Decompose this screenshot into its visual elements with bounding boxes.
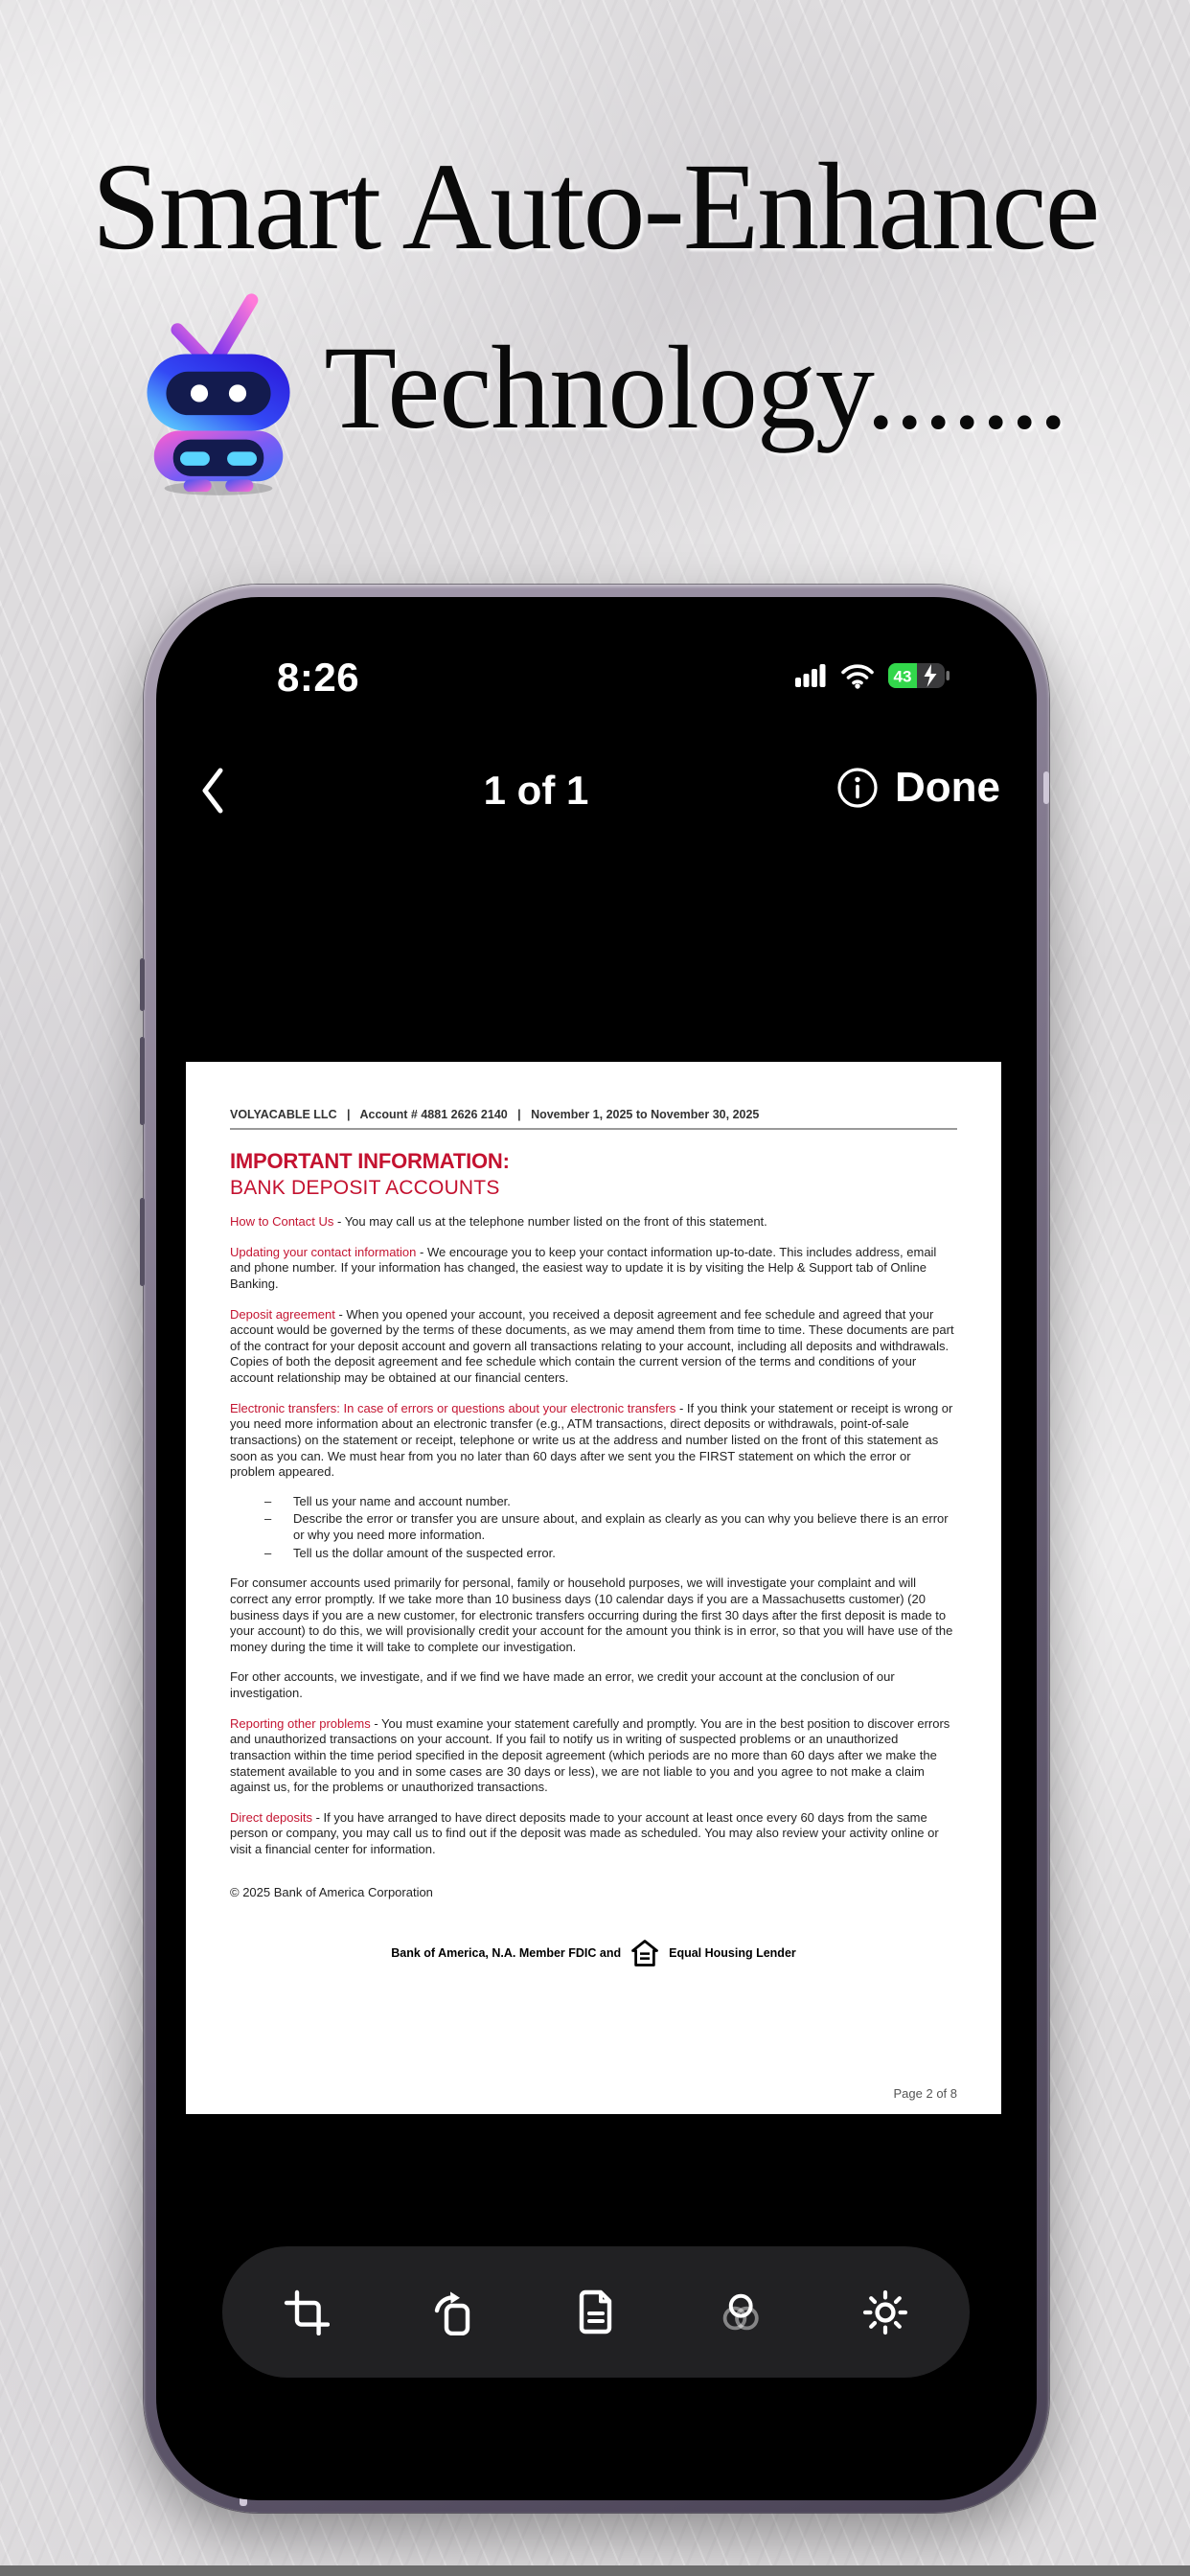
page-number-label: Page 2 of 8 (893, 2086, 957, 2101)
brightness-button[interactable] (860, 2288, 910, 2337)
clock-time: 8:26 (277, 655, 360, 700)
page-counter-title: 1 of 1 (483, 768, 589, 813)
hero-section (0, 138, 1190, 495)
section-how-to-contact (230, 1214, 957, 1230)
equal-housing-lender-icon (630, 1940, 659, 1966)
section-body: - If you have arranged to have direct deposits made to your account at least once every 60 days from the same person or company, you may call us to find out if the deposit was made as scheduled. You may also review your activity online or visit a financial center for information. (230, 1809, 939, 1856)
info-icon[interactable] (835, 766, 880, 810)
volume-down-button (140, 1198, 145, 1286)
brightness-icon (862, 2289, 908, 2335)
rotate-button[interactable] (426, 2288, 476, 2337)
filters-button[interactable] (716, 2288, 766, 2337)
section-direct-deposits (230, 1810, 957, 1858)
cellular-signal-icon (795, 663, 828, 688)
bullet-text: Tell us your name and account number. (293, 1493, 511, 1508)
section-deposit-agreement (230, 1307, 957, 1387)
paragraph-other-accounts: For other accounts, we investigate, and if we find we have made an error, we credit your account at the conclusion of our investigation. (230, 1669, 895, 1700)
bullet-text: Tell us the dollar amount of the suspected error. (293, 1545, 556, 1560)
document-mode-button[interactable] (571, 2288, 621, 2337)
section-lead: Deposit agreement (230, 1306, 335, 1322)
statement-meta-line: VOLYACABLE LLC | Account # 4881 2626 2140 | November 1, 2025 to November 30, 2025 (230, 1108, 957, 1130)
wifi-icon (840, 663, 875, 689)
section-lead: Reporting other problems (230, 1715, 371, 1731)
navigation-bar (156, 762, 1037, 819)
bullet-dash: – (264, 1511, 272, 1527)
hero-title-line2: Technology....... (324, 321, 1067, 453)
section-electronic-transfers (230, 1401, 957, 1481)
bullet-text: Describe the error or transfer you are unsure about, and explain as clearly as you can why you believe there is an error or why you need more information. (293, 1511, 949, 1542)
antenna-band (1043, 771, 1049, 804)
list-item (264, 1494, 957, 1510)
statement-heading: IMPORTANT INFORMATION: (230, 1149, 510, 1173)
done-button[interactable]: Done (895, 764, 1000, 811)
bottom-border-strip (0, 2565, 1190, 2576)
phone-screen (156, 597, 1037, 2500)
error-report-bullet-list (264, 1494, 957, 1562)
robot-mascot-icon (123, 281, 314, 495)
section-lead: How to Contact Us (230, 1214, 334, 1229)
rotate-icon (428, 2289, 474, 2335)
hero-title-line1: Smart Auto-Enhance (91, 138, 1099, 276)
section-lead: Updating your contact information (230, 1244, 417, 1259)
fdic-text: Bank of America, N.A. Member FDIC and (391, 1945, 622, 1960)
crop-icon (284, 2289, 330, 2335)
bullet-dash: – (264, 1545, 272, 1560)
document-footer (230, 1940, 957, 1966)
copyright-line: © 2025 Bank of America Corporation (230, 1884, 433, 1899)
svg-text:43: 43 (893, 667, 912, 686)
section-body: - We encourage you to keep your contact information up-to-date. This includes address, email and phone number. If your information has changed, the easiest way to update it is by visiting the Help & Support tab of Online Banking. (230, 1244, 937, 1291)
equal-housing-text: Equal Housing Lender (669, 1945, 796, 1960)
edit-toolbar (222, 2246, 970, 2378)
filters-icon (718, 2289, 764, 2335)
crop-button[interactable] (282, 2288, 332, 2337)
status-bar (156, 647, 1037, 708)
section-updating-contact (230, 1245, 957, 1293)
phone-mockup (144, 585, 1049, 2513)
scanned-document-page[interactable] (186, 1062, 1001, 2114)
document-icon (573, 2289, 619, 2335)
section-lead: Direct deposits (230, 1809, 312, 1825)
section-body: - When you opened your account, you received a deposit agreement and fee schedule and agreed that your account would be governed by the terms of these documents, as we may amend them from time to time. These documents are part of the contract for your deposit account and govern all transactions relating to your account, including all deposits and withdrawals. Copies of both the deposit agreement and fee schedule which contain the current version of the terms and conditions of your account relationship may be obtained at our financial centers. (230, 1306, 954, 1385)
section-reporting-problems (230, 1716, 957, 1796)
statement-subheading: BANK DEPOSIT ACCOUNTS (230, 1177, 500, 1199)
list-item (264, 1511, 957, 1543)
paragraph-consumer-accounts: For consumer accounts used primarily for personal, family or household purposes, we will investigate your complaint and will correct any error promptly. If we take more than 10 business days (10 calendar days if you are a Massachusetts customer) (20 business days if you are a new customer, for electronic transfers occurring during the first 30 days after the first deposit is made to your account) to do this, we will provisionally credit your account for the amount you think is in error, so that you will have use of the money during the time it will take to complete our investigation. (230, 1576, 953, 1654)
battery-charging-icon (887, 660, 950, 691)
section-body: - You must examine your statement carefully and promptly. You are in the best position to discover errors and unauthorized transactions on your account. If you fail to notify us in writing of suspected problems or an unauthorized transaction within the time period specified in the deposit agreement (which periods are no more than 60 days after we make the statement available to you and in some cases are 30 days or less), we are not liable to you and you agree to not make a claim against us, for the problems or unauthorized transactions. (230, 1715, 950, 1795)
section-body: - You may call us at the telephone number listed on the front of this statement. (337, 1214, 767, 1229)
bullet-dash: – (264, 1493, 272, 1508)
list-item (264, 1546, 957, 1562)
section-body: - If you think your statement or receipt is wrong or you need more information about an electronic transfer (e.g., ATM transactions, direct deposits or withdrawals, point-of-sale transactions) on the statement or receipt, telephone or write us at the address and number listed on the front of this statement as soon as you can. We must hear from you no later than 60 days after we sent you the FIRST statement on which the error or problem appeared. (230, 1400, 953, 1480)
volume-up-button (140, 1037, 145, 1125)
section-lead: Electronic transfers: In case of errors or questions about your electronic transfers (230, 1400, 676, 1415)
mute-switch (140, 958, 145, 1011)
